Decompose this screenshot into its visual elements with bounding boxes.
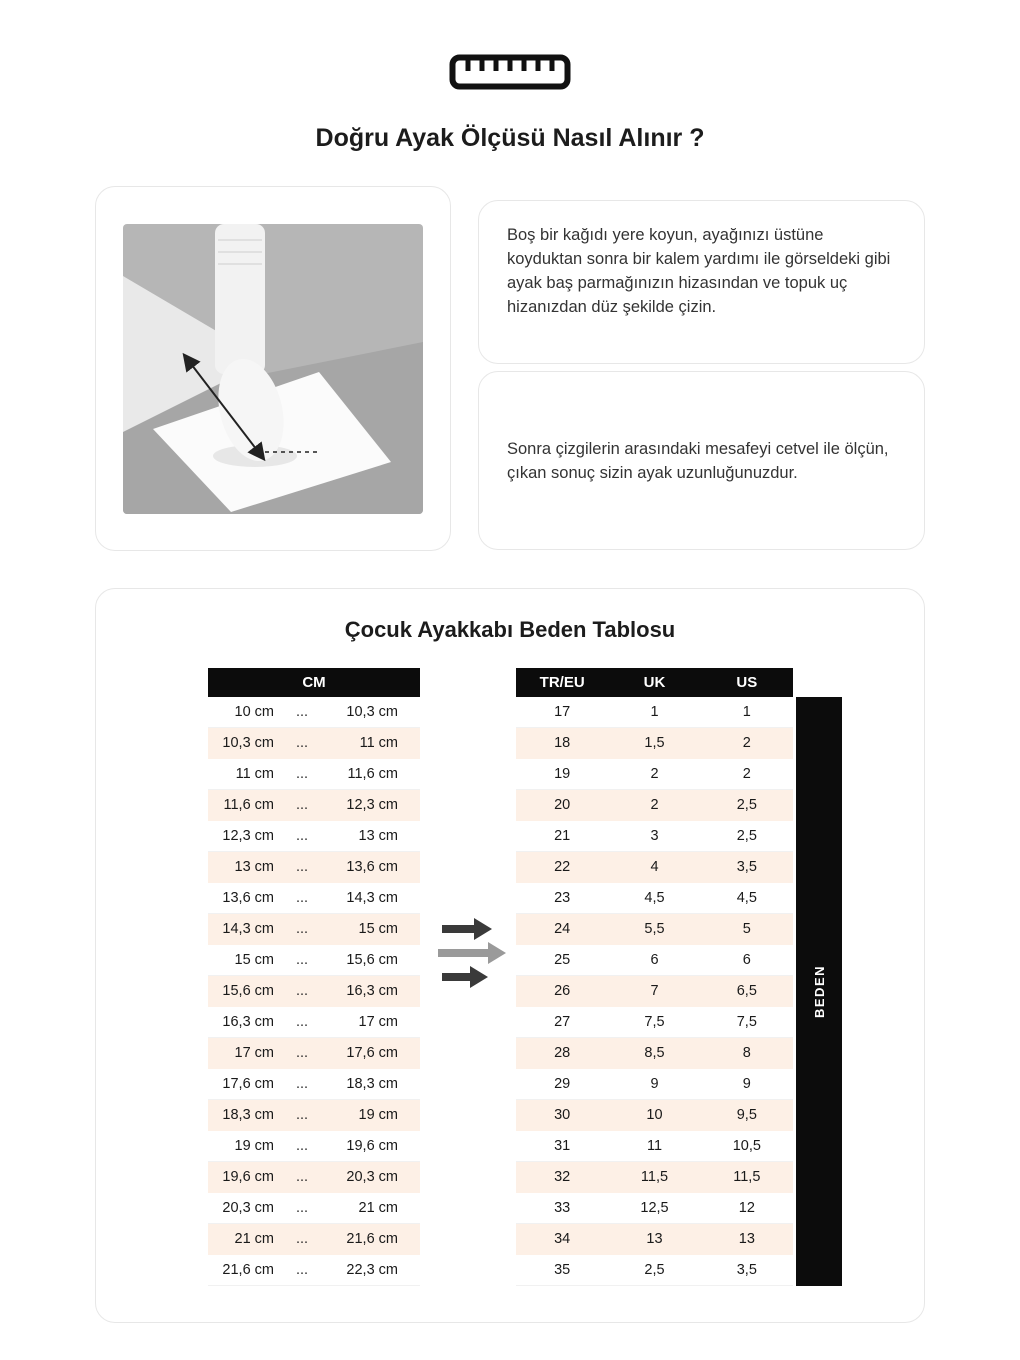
range-separator: ... <box>295 1138 309 1154</box>
size-cell-tr-eu: 24 <box>554 921 571 937</box>
cm-table-row <box>208 728 420 759</box>
size-cell-tr-eu: 30 <box>554 1107 571 1123</box>
size-table-row <box>516 852 793 883</box>
size-cell-tr-eu: 17 <box>554 704 571 720</box>
size-cell-tr-eu: 29 <box>554 1076 571 1092</box>
size-cell-us: 2 <box>742 735 751 751</box>
cm-to-cell: 15 cm <box>358 921 398 937</box>
size-cell-uk: 4,5 <box>644 890 665 906</box>
cm-from-cell: 16,3 cm <box>222 1014 274 1030</box>
beden-axis-bar <box>796 697 842 1286</box>
range-separator: ... <box>295 890 309 906</box>
ruler-icon <box>449 54 571 91</box>
cm-table-row <box>208 1038 420 1069</box>
cm-from-cell: 12,3 cm <box>222 828 274 844</box>
size-cell-uk: 8,5 <box>644 1045 665 1061</box>
size-table-row <box>516 1131 793 1162</box>
range-separator: ... <box>295 1045 309 1061</box>
range-separator: ... <box>295 1169 309 1185</box>
cm-to-cell: 22,3 cm <box>346 1262 398 1278</box>
instruction-step-2-text: Sonra çizgilerin arasındaki mesafeyi cetvel ile ölçün, çıkan sonuç sizin ayak uzunluğunuzdur. <box>507 439 889 482</box>
size-cell-tr-eu: 35 <box>554 1262 571 1278</box>
cm-from-cell: 21 cm <box>234 1231 274 1247</box>
size-cell-uk: 6 <box>650 952 659 968</box>
size-table-row <box>516 1255 793 1286</box>
size-cell-us: 2 <box>742 766 751 782</box>
cm-to-cell: 11 cm <box>359 735 398 751</box>
size-cell-uk: 1 <box>650 704 659 720</box>
instruction-step-2-card <box>478 371 925 550</box>
cm-from-cell: 15 cm <box>234 952 274 968</box>
size-cell-uk: 3 <box>650 828 659 844</box>
size-cell-us: 4,5 <box>736 890 757 906</box>
cm-table-row <box>208 1100 420 1131</box>
range-separator: ... <box>295 1014 309 1030</box>
size-table-title: Çocuk Ayakkabı Beden Tablosu <box>344 617 676 642</box>
size-cell-us: 3,5 <box>736 859 757 875</box>
cm-from-cell: 15,6 cm <box>222 983 274 999</box>
range-separator: ... <box>295 1262 309 1278</box>
size-cell-uk: 2 <box>650 797 659 813</box>
measurement-photo-card <box>95 186 451 551</box>
cm-table-row <box>208 945 420 976</box>
size-table-header-row <box>516 668 793 697</box>
cm-table-row <box>208 1162 420 1193</box>
size-cell-tr-eu: 26 <box>554 983 571 999</box>
range-separator: ... <box>295 983 309 999</box>
cm-to-cell: 19,6 cm <box>346 1138 398 1154</box>
size-cell-us: 5 <box>742 921 751 937</box>
size-cell-uk: 5,5 <box>644 921 665 937</box>
size-cell-us: 8 <box>742 1045 751 1061</box>
size-cell-uk: 7 <box>650 983 659 999</box>
size-table-row <box>516 883 793 914</box>
size-cell-tr-eu: 19 <box>554 766 571 782</box>
page-title: Doğru Ayak Ölçüsü Nasıl Alınır ? <box>315 124 705 152</box>
size-table-row <box>516 821 793 852</box>
beden-label: BEDEN <box>811 964 827 1019</box>
size-cell-uk: 7,5 <box>644 1014 665 1030</box>
range-separator: ... <box>295 1231 309 1247</box>
cm-table-row <box>208 883 420 914</box>
cm-from-cell: 11,6 cm <box>223 797 274 813</box>
size-table-row <box>516 697 793 728</box>
col-header-us: US <box>736 674 758 691</box>
size-cell-us: 11,5 <box>733 1169 761 1185</box>
size-cell-tr-eu: 20 <box>554 797 571 813</box>
range-separator: ... <box>295 1107 309 1123</box>
size-cell-uk: 4 <box>650 859 659 875</box>
size-table-row <box>516 976 793 1007</box>
cm-table-row <box>208 1224 420 1255</box>
size-cell-us: 2,5 <box>736 797 757 813</box>
cm-to-cell: 16,3 cm <box>346 983 398 999</box>
cm-to-cell: 10,3 cm <box>346 704 398 720</box>
cm-to-cell: 17 cm <box>358 1014 398 1030</box>
conversion-arrows-icon <box>438 918 508 990</box>
instruction-step-1-card <box>478 200 925 364</box>
size-cell-uk: 9 <box>650 1076 659 1092</box>
cm-from-cell: 13 cm <box>234 859 274 875</box>
range-separator: ... <box>295 797 309 813</box>
cm-from-cell: 18,3 cm <box>222 1107 274 1123</box>
cm-to-cell: 13 cm <box>358 828 398 844</box>
cm-table-row <box>208 1069 420 1100</box>
cm-to-cell: 21,6 cm <box>346 1231 398 1247</box>
size-cell-uk: 2 <box>650 766 659 782</box>
size-cell-us: 2,5 <box>736 828 757 844</box>
cm-to-cell: 19 cm <box>358 1107 398 1123</box>
cm-table-row <box>208 790 420 821</box>
range-separator: ... <box>295 952 309 968</box>
range-separator: ... <box>295 704 309 720</box>
size-table-row <box>516 759 793 790</box>
size-cell-uk: 1,5 <box>644 735 665 751</box>
cm-from-cell: 20,3 cm <box>222 1200 274 1216</box>
cm-to-cell: 12,3 cm <box>346 797 398 813</box>
size-cell-uk: 11,5 <box>640 1169 669 1185</box>
cm-from-cell: 17 cm <box>234 1045 274 1061</box>
cm-table-row <box>208 1131 420 1162</box>
size-cell-tr-eu: 23 <box>554 890 571 906</box>
size-cell-tr-eu: 31 <box>554 1138 571 1154</box>
cm-table-row <box>208 1007 420 1038</box>
cm-from-cell: 10,3 cm <box>222 735 274 751</box>
size-table-row <box>516 1224 793 1255</box>
instruction-step-1-text: Boş bir kağıdı yere koyun, ayağınızı üstüne koyduktan sonra bir kalem yardımı ile görseldeki gibi ayak baş parmağınızın hizasından ve topuk uç hizanızdan düz şekilde çizin. <box>507 226 891 316</box>
range-separator: ... <box>295 766 309 782</box>
cm-table-row <box>208 914 420 945</box>
col-header-uk: UK <box>643 674 666 691</box>
cm-table-row <box>208 1255 420 1286</box>
size-table-row <box>516 1193 793 1224</box>
size-table-row <box>516 1162 793 1193</box>
size-cell-us: 12 <box>738 1200 755 1216</box>
cm-to-cell: 14,3 cm <box>346 890 398 906</box>
cm-from-cell: 11 cm <box>235 766 274 782</box>
size-cell-uk: 13 <box>646 1231 663 1247</box>
range-separator: ... <box>295 1076 309 1092</box>
size-cell-us: 6 <box>742 952 751 968</box>
size-cell-tr-eu: 32 <box>554 1169 571 1185</box>
cm-to-cell: 11,6 cm <box>347 766 398 782</box>
range-separator: ... <box>295 859 309 875</box>
size-cell-us: 9 <box>742 1076 751 1092</box>
cm-table-header: CM <box>208 668 420 697</box>
size-conversion-table <box>516 668 793 1286</box>
cm-table-row <box>208 697 420 728</box>
cm-to-cell: 17,6 cm <box>346 1045 398 1061</box>
cm-to-cell: 13,6 cm <box>346 859 398 875</box>
size-cell-tr-eu: 34 <box>554 1231 571 1247</box>
range-separator: ... <box>295 735 309 751</box>
cm-table-row <box>208 759 420 790</box>
size-table-row <box>516 790 793 821</box>
size-table-card <box>95 588 925 1323</box>
cm-from-cell: 19 cm <box>234 1138 274 1154</box>
range-separator: ... <box>295 1200 309 1216</box>
cm-from-cell: 21,6 cm <box>222 1262 274 1278</box>
cm-table-row <box>208 852 420 883</box>
size-cell-us: 13 <box>738 1231 755 1247</box>
size-cell-tr-eu: 25 <box>554 952 571 968</box>
size-cell-us: 6,5 <box>736 983 757 999</box>
size-table-row <box>516 1100 793 1131</box>
size-table-body <box>516 697 793 1286</box>
size-cell-uk: 11 <box>646 1138 663 1154</box>
range-separator: ... <box>295 921 309 937</box>
size-cell-tr-eu: 27 <box>554 1014 571 1030</box>
col-header-tr-eu: TR/EU <box>539 674 585 691</box>
size-table-row <box>516 914 793 945</box>
cm-table-row <box>208 1193 420 1224</box>
size-cell-uk: 2,5 <box>644 1262 665 1278</box>
size-table-row <box>516 1038 793 1069</box>
cm-table-body <box>208 697 420 1286</box>
size-cell-tr-eu: 18 <box>554 735 571 751</box>
cm-to-cell: 21 cm <box>358 1200 398 1216</box>
size-cell-us: 9,5 <box>736 1107 757 1123</box>
size-cell-tr-eu: 33 <box>554 1200 571 1216</box>
cm-table-row <box>208 821 420 852</box>
cm-to-cell: 15,6 cm <box>346 952 398 968</box>
cm-from-cell: 13,6 cm <box>222 890 274 906</box>
range-separator: ... <box>295 828 309 844</box>
cm-from-cell: 17,6 cm <box>222 1076 274 1092</box>
cm-from-cell: 10 cm <box>234 704 274 720</box>
size-cell-us: 7,5 <box>736 1014 757 1030</box>
size-cell-tr-eu: 28 <box>554 1045 571 1061</box>
size-cell-uk: 12,5 <box>640 1200 669 1216</box>
cm-from-cell: 19,6 cm <box>222 1169 274 1185</box>
size-table-row <box>516 945 793 976</box>
size-cell-uk: 10 <box>646 1107 663 1123</box>
size-table-row <box>516 1069 793 1100</box>
size-cell-tr-eu: 22 <box>554 859 571 875</box>
size-cell-us: 1 <box>742 704 751 720</box>
cm-to-cell: 18,3 cm <box>346 1076 398 1092</box>
size-cell-us: 10,5 <box>732 1138 761 1154</box>
size-cell-us: 3,5 <box>736 1262 757 1278</box>
cm-to-cell: 20,3 cm <box>346 1169 398 1185</box>
cm-from-cell: 14,3 cm <box>222 921 274 937</box>
size-cell-tr-eu: 21 <box>554 828 571 844</box>
size-table-row <box>516 728 793 759</box>
cm-table <box>208 668 420 1286</box>
foot-measurement-photo <box>123 224 423 514</box>
size-table-row <box>516 1007 793 1038</box>
cm-table-row <box>208 976 420 1007</box>
